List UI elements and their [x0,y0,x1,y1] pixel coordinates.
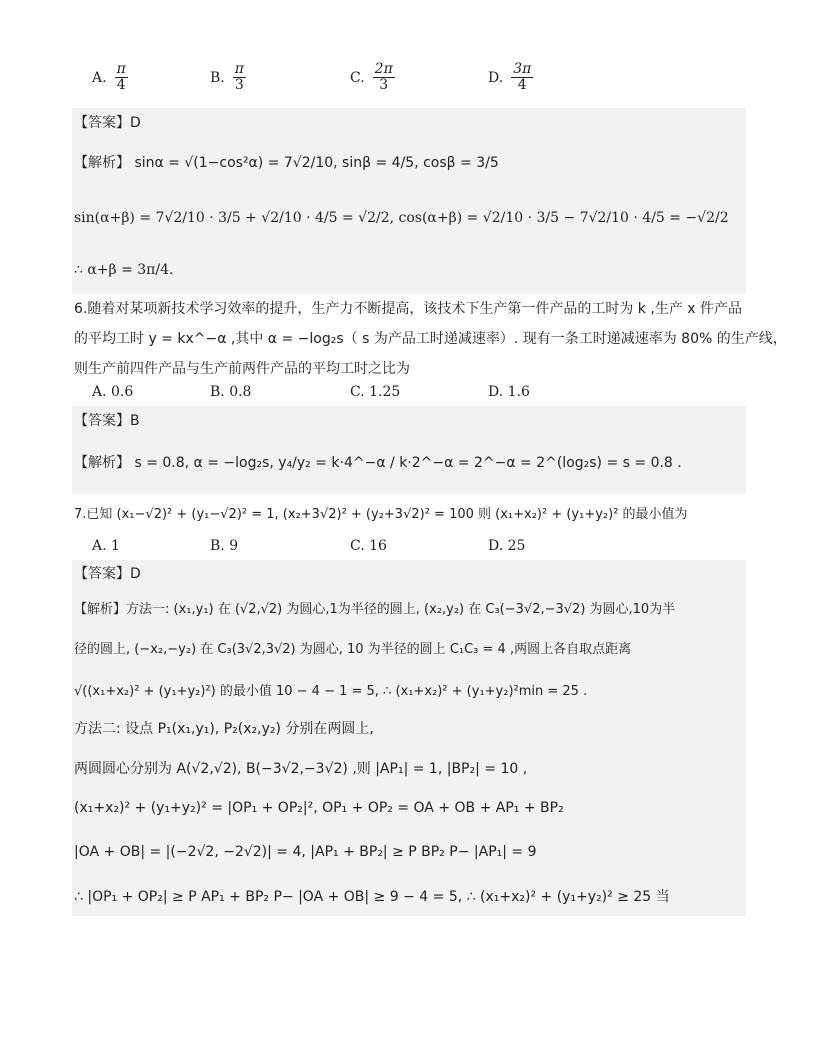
q7-analysis-line-6: (x₁+x₂)² + (y₁+y₂)² = |OP₁ + OP₂|², OP₁ + OP₂ = OA + OB + AP₁ + BP₂ [74,800,564,816]
q6-answer-block [72,406,746,494]
q5-analysis-line-1: 【解析】 sinα = √(1−cos²α) = 7√2/10, sinβ = 4/5, cosβ = 3/5 [74,155,499,171]
q7-analysis-line-8: ∴ |OP₁ + OP₂| ≥ P AP₁ + BP₂ P− |OA + OB| ≥ 9 − 4 = 5, ∴ (x₁+x₂)² + (y₁+y₂)² ≥ 25 当 [74,889,670,905]
q6-option-a: A. 0.6 [92,384,134,400]
q7-answer: 【答案】D [74,566,141,582]
q7-analysis-line-3: √((x₁+x₂)² + (y₁+y₂)²) 的最小值 10 − 4 − 1 = 5, ∴ (x₁+x₂)² + (y₁+y₂)²min = 25 . [74,684,588,699]
q7-option-b: B. 9 [210,538,239,554]
q7-stem: 7.已知 (x₁−√2)² + (y₁−√2)² = 1, (x₂+3√2)² + (y₂+3√2)² = 100 则 (x₁+x₂)² + (y₁+y₂)² 的最小值为 [74,507,688,522]
q6-option-b: B. 0.8 [210,384,252,400]
q7-analysis-line-1: 【解析】方法一: (x₁,y₁) 在 (√2,√2) 为圆心,1为半径的圆上, (x₂,y₂) 在 C₃(−3√2,−3√2) 为圆心,10为半 [74,602,676,617]
q6-stem-line-3: 则生产前四件产品与生产前两件产品的平均工时之比为 [74,361,410,377]
q7-analysis-line-5: 两圆圆心分别为 A(√2,√2), B(−3√2,−3√2) ,则 |AP₁| = 1, |BP₂| = 10 , [74,761,528,777]
q7-option-a: A. 1 [92,538,120,554]
q7-analysis-line-2: 径的圆上, (−x₂,−y₂) 在 C₃(3√2,3√2) 为圆心, 10 为半径的圆上 C₁C₃ = 4 ,两圆上各自取点距离 [74,642,632,657]
q6-stem-line-1: 6.随着对某项新技术学习效率的提升，生产力不断提高，该技术下生产第一件产品的工时为 k ,生产 x 件产品 [74,301,742,317]
q5-option-d: D. $\frac{3\pi}{4}$ [488,61,532,94]
q7-analysis-line-7: |OA + OB| = |(−2√2, −2√2)| = 4, |AP₁ + BP₂| ≥ P BP₂ P− |AP₁| = 9 [74,844,537,860]
q6-answer: 【答案】B [74,413,140,429]
q6-stem-line-2: 的平均工时 y = kx^−α ,其中 α = −log₂s（ s 为产品工时递减速率）. 现有一条工时递减速率为 80% 的生产线， [74,331,787,347]
q7-option-d: D. 25 [488,538,526,554]
q5-option-b: B. $\frac{\pi}{3}$ [210,61,244,94]
q5-option-c: C. $\frac{2\pi}{3}$ [350,61,393,94]
q6-option-c: C. 1.25 [350,384,401,400]
q5-analysis-line-2: sin(α+β) = 7√2/10 · 3/5 + √2/10 · 4/5 = √2/2, cos(α+β) = √2/10 · 3/5 − 7√2/10 · 4/5 = −√2/2 [74,210,729,226]
q5-option-a: A. $\frac{\pi}{4}$ [92,61,126,94]
q7-analysis-line-4: 方法二: 设点 P₁(x₁,y₁), P₂(x₂,y₂) 分别在两圆上, [74,721,374,737]
q5-answer: 【答案】D [74,115,141,131]
q5-analysis-line-3: ∴ α+β = 3π/4. [74,262,174,278]
q6-analysis: 【解析】 s = 0.8, α = −log₂s, y₄/y₂ = k·4^−α / k·2^−α = 2^−α = 2^(log₂s) = s = 0.8 . [74,455,682,471]
q6-option-d: D. 1.6 [488,384,530,400]
q7-option-c: C. 16 [350,538,387,554]
